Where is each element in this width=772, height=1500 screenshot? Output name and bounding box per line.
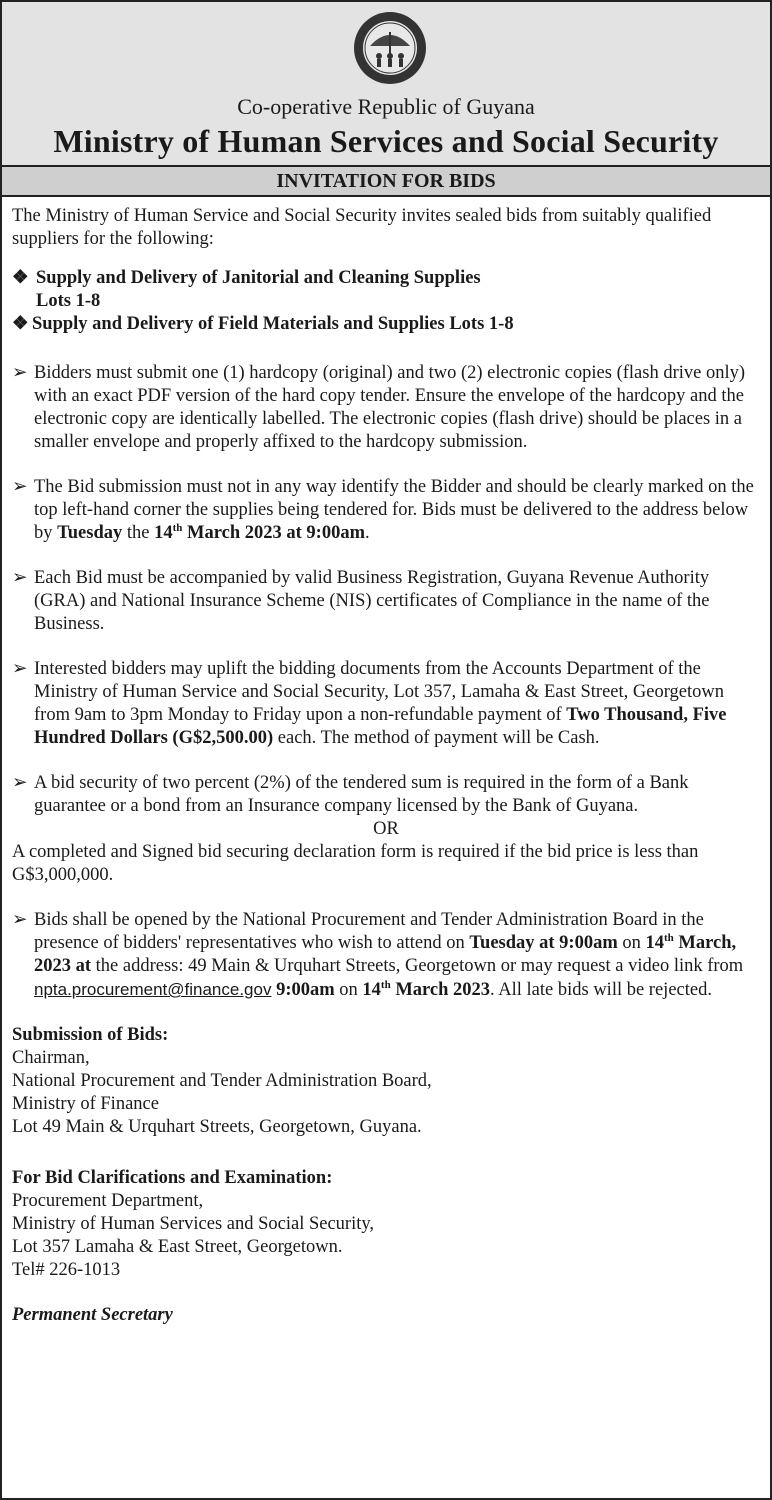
diamond-bullet-icon: ❖ (12, 268, 29, 288)
opening-end: . All late bids will be rejected. (490, 980, 712, 1000)
clarification-section (12, 1167, 760, 1282)
opening-date-sup: th (664, 931, 674, 944)
clarification-line: Tel# 226-1013 (12, 1260, 121, 1280)
submission-section (12, 1024, 760, 1139)
requirement-text: A bid security of two percent (2%) of the tendered sum is required in the form of a Bank guarantee or a bond from an Insurance company licensed by the Bank of Guyana. (34, 773, 689, 816)
procurement-email-link[interactable]: npta.procurement@finance.gov (34, 980, 272, 999)
diamond-bullet-icon: ❖ (12, 314, 29, 334)
deadline-end: . (364, 523, 370, 543)
opening-day: Tuesday at 9:00am (469, 933, 618, 953)
arrow-bullet-icon: ➢ (12, 773, 28, 793)
arrow-bullet-icon: ➢ (12, 363, 28, 383)
opening-text: Bids shall be opened by the National Procurement and Tender Administration Board in the presence of bidders' representatives who wish to attend on (34, 910, 704, 953)
opening-time: 9:00am (276, 980, 335, 1000)
submission-line: Lot 49 Main & Urquhart Streets, Georgetown, Guyana. (12, 1117, 422, 1137)
deadline-the: the (126, 523, 150, 543)
requirement-text (34, 476, 760, 545)
opening-date2-sup: th (380, 978, 391, 991)
requirement-certificates (12, 567, 760, 636)
lot-item-field-materials (12, 313, 760, 336)
opening-address: the address: 49 Main & Urquhart Streets, Georgetown or may request a video link from (95, 956, 744, 976)
clarification-line: Lot 357 Lamaha & East Street, Georgetown. (12, 1237, 343, 1257)
deadline-date-sup: th (172, 521, 183, 534)
submission-line: Chairman, (12, 1048, 90, 1068)
deadline-text: The Bid submission must not in any way identify the Bidder and should be clearly marked on the top left-hand corner the supplies being tendered for. Bids must be delivered to the address below by (34, 477, 754, 543)
requirement-documents (12, 658, 760, 750)
notice-body (2, 197, 770, 1327)
clarification-line: Procurement Department, (12, 1191, 204, 1211)
documents-payment: each. The method of payment will be Cash. (277, 728, 600, 748)
invitation-banner: INVITATION FOR BIDS (2, 165, 770, 197)
clarification-line: Ministry of Human Services and Social Security, (12, 1214, 375, 1234)
requirement-copies (12, 362, 760, 454)
deadline-date-num: 14 (154, 523, 173, 543)
requirement-text (34, 909, 760, 1002)
republic-title: Co-operative Republic of Guyana (237, 94, 535, 119)
requirement-text: Each Bid must be accompanied by valid Business Registration, Guyana Revenue Authority (GRA) and National Insurance Scheme (NIS) certificates of Compliance in the name of the Business. (34, 568, 710, 634)
requirement-text (34, 658, 760, 750)
submission-line: Ministry of Finance (12, 1094, 159, 1114)
lot-item-title: Supply and Delivery of Janitorial and Cleaning Supplies (36, 268, 481, 288)
documents-text: Interested bidders may uplift the bidding documents from the Accounts Department of the Ministry of Human Service and Social Security, Lot 357, Lamaha & East Street, Georgetown from 9am to 3pm Monday to Friday upon a non-refundable payment of (34, 659, 724, 725)
deadline-day: Tuesday (57, 523, 123, 543)
opening-on: on (622, 933, 641, 953)
submission-heading: Submission of Bids: (12, 1025, 169, 1045)
submission-line: National Procurement and Tender Administration Board, (12, 1071, 432, 1091)
lot-item-janitorial (12, 267, 760, 313)
opening-date-num: 14 (645, 933, 665, 953)
opening-date-rest: March, 2023 at (34, 933, 737, 976)
arrow-bullet-icon: ➢ (12, 477, 28, 497)
declaration-text: A completed and Signed bid securing declaration form is required if the bid price is less than G$3,000,000. (12, 842, 699, 885)
opening-date2-rest: March 2023 (395, 980, 491, 1000)
deadline-date-rest: March 2023 at 9:00am (187, 523, 365, 543)
ministry-title: Ministry of Human Services and Social Security (53, 123, 719, 159)
lot-item-title: Supply and Delivery of Field Materials and Supplies Lots 1-8 (32, 314, 514, 334)
clarification-heading: For Bid Clarifications and Examination: (12, 1168, 333, 1188)
or-separator: OR (373, 819, 399, 839)
opening-date-2 (362, 980, 490, 1000)
requirements-list (12, 362, 760, 1002)
signature: Permanent Secretary (12, 1305, 173, 1325)
lot-item-lots: Lots 1-8 (36, 291, 101, 311)
header (2, 2, 770, 165)
arrow-bullet-icon: ➢ (12, 568, 28, 588)
arrow-bullet-icon: ➢ (12, 910, 28, 930)
deadline-date (154, 523, 365, 543)
requirement-submission-deadline (12, 476, 760, 545)
opening-on-2: on (339, 980, 358, 1000)
intro-paragraph: The Ministry of Human Service and Social Security invites sealed bids from suitably qualified suppliers for the following: (12, 206, 712, 249)
arrow-bullet-icon: ➢ (12, 659, 28, 679)
documents-fee: Two Thousand, Five Hundred Dollars (G$2,500.00) (34, 705, 727, 748)
requirement-opening (12, 909, 760, 1002)
ministry-seal-icon (352, 10, 428, 86)
requirement-bid-security (12, 772, 760, 818)
requirement-text: Bidders must submit one (1) hardcopy (original) and two (2) electronic copies (flash drive only) with an exact PDF version of the hard copy tender. Ensure the envelope of the hardcopy and the electronic copy are identically labelled. The electronic copies (flash drive) should be places in a smaller envelope and properly affixed to the hardcopy submission. (34, 363, 746, 452)
opening-date2-num: 14 (362, 980, 381, 1000)
